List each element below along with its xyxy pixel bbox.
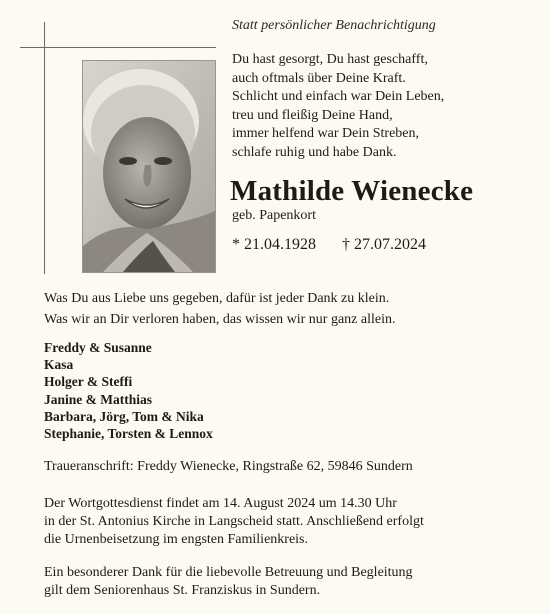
header-note: Statt persönlicher Benachrichtigung — [232, 18, 436, 33]
poem-line: Du hast gesorgt, Du hast geschafft, — [232, 52, 428, 67]
family-list — [44, 339, 213, 442]
service-line: Der Wortgottesdienst findet am 14. August 2024 um 14.30 Uhr — [44, 496, 397, 511]
poem-line: auch oftmals über Deine Kraft. — [232, 70, 406, 86]
poem-line: Schlicht und einfach war Dein Leben, — [232, 89, 445, 105]
service-info — [44, 495, 424, 549]
poem-line: schlafe ruhig und habe Dank. — [232, 144, 397, 160]
memorial-quote — [44, 289, 395, 330]
maiden-name: geb. Papenkort — [232, 208, 316, 223]
family-member: Holger & Steffi — [44, 374, 133, 390]
birth-date: * 21.04.1928 — [232, 236, 316, 253]
poem — [232, 51, 532, 163]
family-member: Freddy & Susanne — [44, 340, 152, 355]
life-dates — [232, 236, 426, 254]
service-line: die Urnenbeisetzung im engsten Familienkreis. — [44, 532, 308, 547]
family-member: Stephanie, Torsten & Lennox — [44, 426, 213, 442]
thanks-line: Ein besonderer Dank für die liebevolle Betreuung und Begleitung — [44, 565, 413, 580]
poem-line: treu und fleißig Deine Hand, — [232, 107, 393, 123]
family-member: Barbara, Jörg, Tom & Nika — [44, 408, 204, 424]
family-member: Kasa — [44, 357, 74, 373]
family-member: Janine & Matthias — [44, 391, 152, 407]
deceased-name: Mathilde Wienecke — [230, 175, 474, 207]
quote-line: Was Du aus Liebe uns gegeben, dafür ist jeder Dank zu klein. — [44, 291, 390, 306]
mourning-address: Traueranschrift: Freddy Wienecke, Ringstraße 62, 59846 Sundern — [44, 459, 413, 474]
service-line: in der St. Antonius Kirche in Langscheid statt. Anschließend erfolgt — [44, 514, 424, 529]
cross-vertical-bar — [44, 22, 45, 274]
portrait-photo — [83, 61, 215, 272]
death-date: † 27.07.2024 — [342, 236, 426, 253]
cross-horizontal-bar — [20, 47, 216, 48]
poem-line: immer helfend war Dein Streben, — [232, 126, 419, 142]
thanks-line: gilt dem Seniorenhaus St. Franziskus in Sundern. — [44, 583, 321, 598]
thanks-note — [44, 564, 413, 600]
quote-line: Was wir an Dir verloren haben, das wissen wir nur ganz allein. — [44, 311, 396, 327]
